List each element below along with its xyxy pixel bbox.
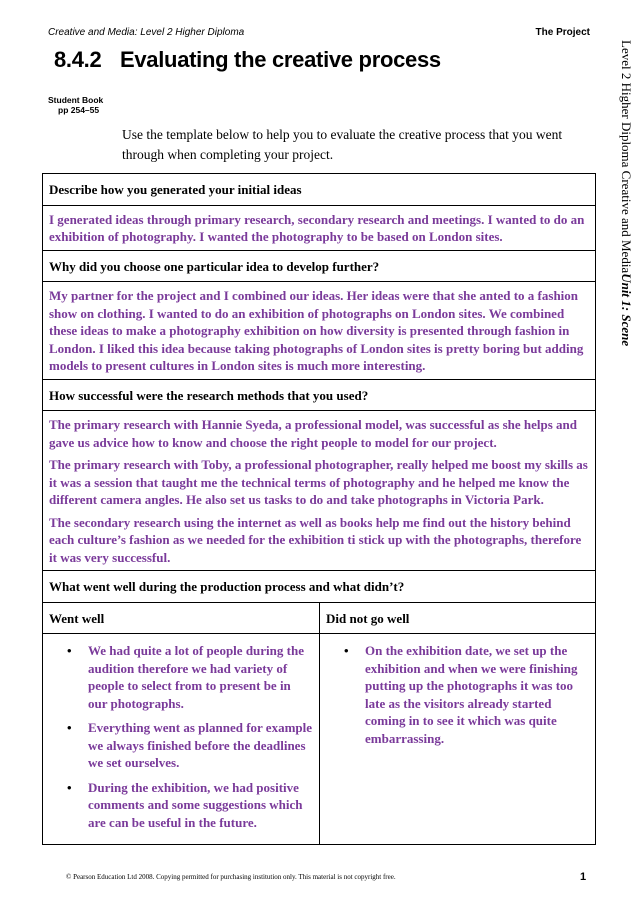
section-number: 8.4.2: [54, 47, 102, 72]
went-well-column: [43, 603, 320, 845]
list-item: • On the exhibition date, we set up the exhibition and when we were finishing putting up the photographs it was too late as the visitors already started coming in to see it which was quite embarrassing.: [342, 642, 589, 747]
side-running-title: [616, 40, 636, 480]
list-item: • During the exhibition, we had positive comments and some suggestions which are can be useful in the future.: [65, 779, 313, 832]
page-title: [54, 47, 441, 73]
evaluation-form: [42, 173, 596, 845]
side-text-normal: Level 2 Higher Diploma Creative and Media: [619, 40, 634, 274]
header-right: The Project: [535, 27, 590, 38]
list-item: • Everything went as planned for example we always finished before the deadlines we set ourselves.: [65, 719, 313, 772]
not-well-column: [320, 603, 595, 845]
student-book-label: Student Book: [48, 95, 104, 105]
page-number: 1: [580, 871, 587, 883]
answer-paragraph: The secondary research using the internet as well as books help me find out the history behind each culture’s fashion as we needed for the exhibition ti stick up with the photographs, therefore it was very successful.: [49, 514, 582, 565]
question-research: How successful were the research methods that you used?: [43, 380, 595, 412]
student-book-ref: [48, 95, 103, 115]
student-book-pages: pp 254–55: [58, 105, 100, 115]
answer-research: [43, 411, 595, 571]
answer-paragraph: The primary research with Toby, a professional photographer, really helped me boost my skills as it was a session that taught me the technical terms of photography and he helped me know the different camera angles. He also set us tasks to do and take photographs in Victoria Park.: [49, 457, 588, 507]
production-columns: [43, 603, 595, 845]
question-idea-choice: Why did you choose one particular idea to develop further?: [43, 251, 595, 283]
answer-ideas: [43, 206, 595, 251]
side-text-bold: Unit 1: Scene: [619, 273, 634, 347]
not-well-list: [320, 634, 595, 760]
question-production: What went well during the production process and what didn’t?: [43, 571, 595, 603]
copyright-footer: © Pearson Education Ltd 2008. Copying permitted for purchasing institution only. This material is not copyright free.: [66, 873, 396, 881]
answer-paragraph: My partner for the project and I combined our ideas. Her ideas were that she anted to a fashion show on clothing. I wanted to do an exhibition of photographs on London sites. We combined these ideas to make a photography exhibition on how diversity is presented through fashion in London. I liked this idea because taking photographs of London sites is pretty boring but adding models to present cultures in London sites is much more interesting.: [49, 288, 584, 373]
list-item: • We had quite a lot of people during the audition therefore we had variety of people to select from to present be in our photographs.: [65, 642, 313, 712]
title-text: Evaluating the creative process: [120, 47, 441, 72]
question-ideas: Describe how you generated your initial ideas: [43, 174, 595, 206]
went-well-heading: Went well: [43, 603, 319, 635]
answer-paragraph: The primary research with Hannie Syeda, a professional model, was successful as she helps and gave us advice how to know and choose the right people to model for our project.: [49, 417, 577, 450]
not-well-heading: Did not go well: [320, 603, 595, 635]
answer-paragraph: I generated ideas through primary research, secondary research and meetings. I wanted to do an exhibition of photography. I wanted the photography to be based on London sites.: [49, 211, 585, 244]
went-well-list: [43, 634, 319, 844]
intro-text: Use the template below to help you to evaluate the creative process that you went through when completing your project.: [122, 127, 563, 162]
answer-idea-choice: [43, 282, 595, 380]
header-left: Creative and Media: Level 2 Higher Diploma: [48, 27, 245, 38]
